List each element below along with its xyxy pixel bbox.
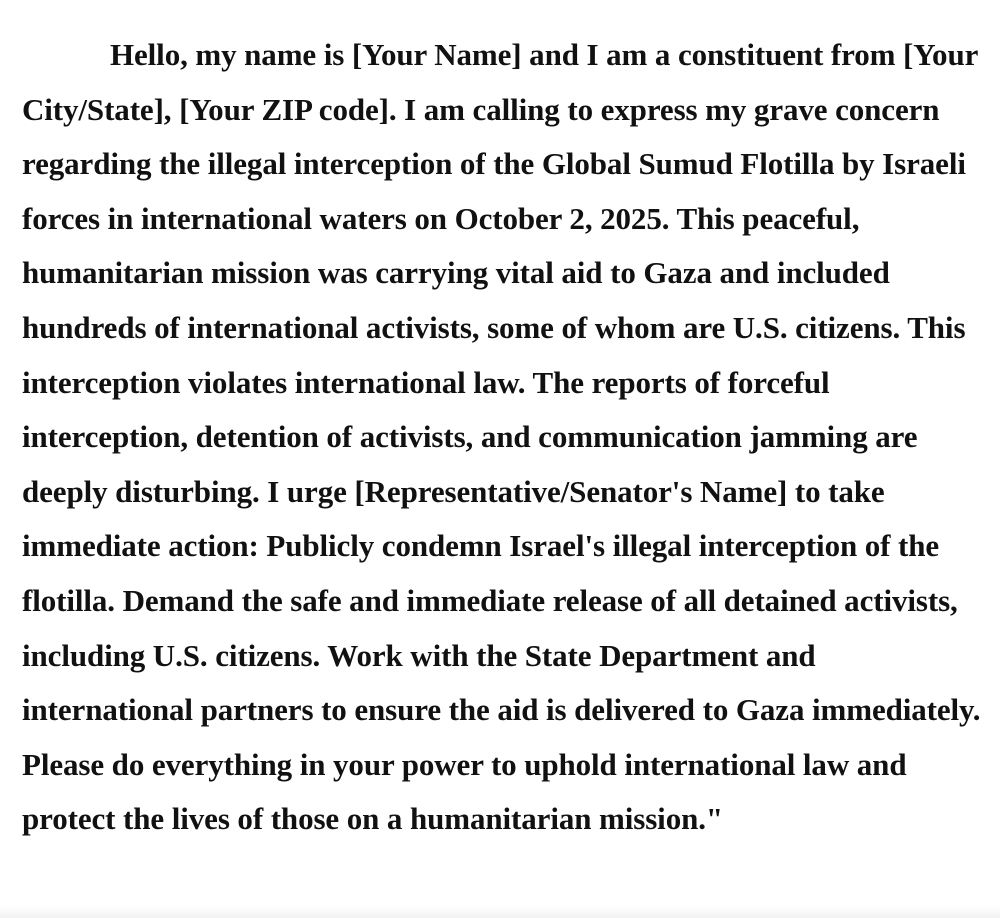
page-bottom-edge	[0, 906, 1000, 918]
call-script-paragraph: Hello, my name is [Your Name] and I am a constituent from [Your City/State], [Your ZIP code]. I am calling to express my grave concern regarding the illegal interception of the Global Sumud Flotilla by Israeli forces in international waters on October 2, 2025. This peaceful, humanitarian mission was carrying vital aid to Gaza and included hundreds of international activists, some of whom are U.S. citizens. This interception violates international law. The reports of forceful interception, detention of activists, and communication jamming are deeply disturbing. I urge [Representative/Senator's Name] to take immediate action: Publicly condemn Israel's illegal interception of the flotilla. Demand the safe and immediate release of all detained activists, including U.S. citizens. Work with the State Department and international partners to ensure the aid is delivered to Gaza immediately. Please do everything in your power to uphold international law and protect the lives of those on a humanitarian mission."	[22, 37, 981, 837]
